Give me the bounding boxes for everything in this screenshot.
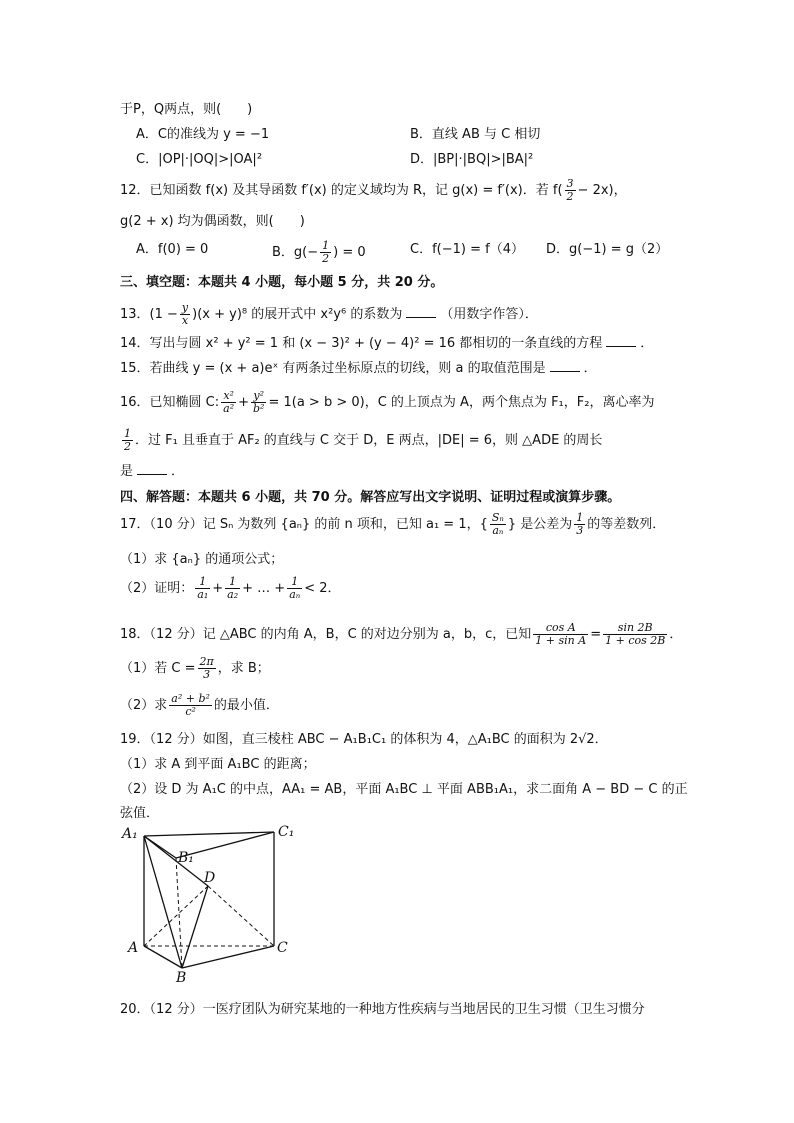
q19: 19．（12 分）如图，直三棱柱 ABC − A₁B₁C₁ 的体积为 4，△A₁BC 的面积为 2√2． xyxy=(120,732,608,747)
label-a1: A₁ xyxy=(122,826,138,842)
q18: 18．（12 分）记 △ABC 的内角 A，B，C 的对边分别为 a，b，c，已知 $\frac{\text{cos A}}{\text{1 + sin A}}$ = $\frac{\sin 2B}{1 + \cos 2B}$ ． xyxy=(120,621,683,647)
q12-option-b: B．g(− $\frac{1}{2}$ ) = 0 xyxy=(272,239,366,265)
q14-blank xyxy=(606,334,636,347)
q13-blank xyxy=(406,305,436,318)
q12-stem: 12．已知函数 f(x) 及其导函数 f′(x) 的定义域均为 R，记 g(x) = f′(x)．若 f( $\frac{3}{2}$ − 2x)， xyxy=(120,177,627,203)
label-b1: B₁ xyxy=(178,850,194,866)
q16-blank xyxy=(137,462,167,475)
q19-part-2: （2）设 D 为 A₁C 的中点，AA₁ = AB，平面 A₁BC ⊥ 平面 ABB₁A₁，求二面角 A − BD − C 的正 xyxy=(120,782,688,797)
section-4-heading: 四、解答题：本题共 6 小题，共 70 分。解答应写出文字说明、证明过程或演算步骤。 xyxy=(120,490,621,505)
label-d: D xyxy=(204,870,216,886)
q13: 13．(1 − $\frac{y}{x}$ )(x + y)⁸ 的展开式中 x²y⁶ 的系数为 （用数字作答）． xyxy=(120,301,538,327)
q16: 16．已知椭圆 C: $\frac{\text{x²}}{\text{a²}}$ + $\frac{\text{y²}}{\text{b²}}$ = 1(a > b > 0)，C 的上顶点为 A，两个焦点为 F₁，F₂，离心率为 xyxy=(120,389,655,415)
q12-option-a: A．f(0) = 0 xyxy=(136,242,209,257)
edge-b-c xyxy=(182,946,274,968)
label-a: A xyxy=(128,940,139,956)
section-3-heading: 三、填空题：本题共 4 小题，每小题 5 分，共 20 分。 xyxy=(120,275,444,290)
q16-line-3: 是 ． xyxy=(120,464,185,479)
q11-option-c: C．|OP|·|OQ|>|OA|² xyxy=(136,152,263,167)
q14: 14．写出与圆 x² + y² = 1 和 (x − 3)² + (y − 4)² = 16 都相切的一条直线的方程 ． xyxy=(120,336,654,351)
label-c1: C₁ xyxy=(278,824,295,840)
edge-d-c xyxy=(208,886,274,946)
q11-option-b: B．直线 AB 与 C 相切 xyxy=(410,127,541,142)
q20: 20．（12 分）一医疗团队为研究某地的一种地方性疾病与当地居民的卫生习惯（卫生习惯分 xyxy=(120,1002,645,1017)
q12-stem-2: g(2 + x) 均为偶函数，则( ) xyxy=(120,214,305,229)
q11-option-d: D．|BP|·|BQ|>|BA|² xyxy=(410,152,534,167)
q12-option-c: C．f(−1) = f（4） xyxy=(410,242,524,257)
q19-part-1: （1）求 A 到平面 A₁BC 的距离； xyxy=(120,757,316,772)
q19-part-2-cont: 弦值． xyxy=(120,806,160,821)
q15: 15．若曲线 y = (x + a)eˣ 有两条过坐标原点的切线，则 a 的取值范围是 ． xyxy=(120,361,597,376)
q18-part-1: （1）若 C = $\frac{2\pi}{3}$ ，求 B； xyxy=(120,655,270,681)
q18-part-2: （2）求 $\frac{\text{a² + b²}}{\text{c²}}$ 的最小值． xyxy=(120,692,279,718)
edge-a1-c1 xyxy=(144,832,274,836)
q17-part-1: （1）求 {aₙ} 的通项公式； xyxy=(120,552,284,567)
q11-option-a: A．C的准线为 y = −1 xyxy=(136,127,270,142)
label-c: C xyxy=(277,940,288,956)
q12-option-d: D．g(−1) = g（2） xyxy=(546,242,669,257)
q17: 17．（10 分）记 Sₙ 为数列 {aₙ} 的前 n 项和，已知 a₁ = 1，{ $\frac{\text{Sₙ}}{\text{aₙ}}$ } 是公差为 $\frac{1}{3}$ 的等差数列． xyxy=(120,511,666,537)
q17-part-2: （2）证明： $\frac{1}{\text{a₁}}$ + $\frac{1}{\text{a₂}}$ + … + $\frac{1}{\text{aₙ}}$ < 2． xyxy=(120,575,341,601)
label-b: B xyxy=(176,970,187,982)
q15-blank xyxy=(550,359,580,372)
prism-figure xyxy=(118,822,298,982)
edge-a1-b xyxy=(144,836,182,968)
q11-tail: 于P，Q两点，则( ) xyxy=(120,102,253,117)
q16-line-2: $\frac{1}{2}$ ．过 F₁ 且垂直于 AF₂ 的直线与 C 交于 D，E 两点，|DE| = 6，则 △ADE 的周长 xyxy=(124,427,603,453)
